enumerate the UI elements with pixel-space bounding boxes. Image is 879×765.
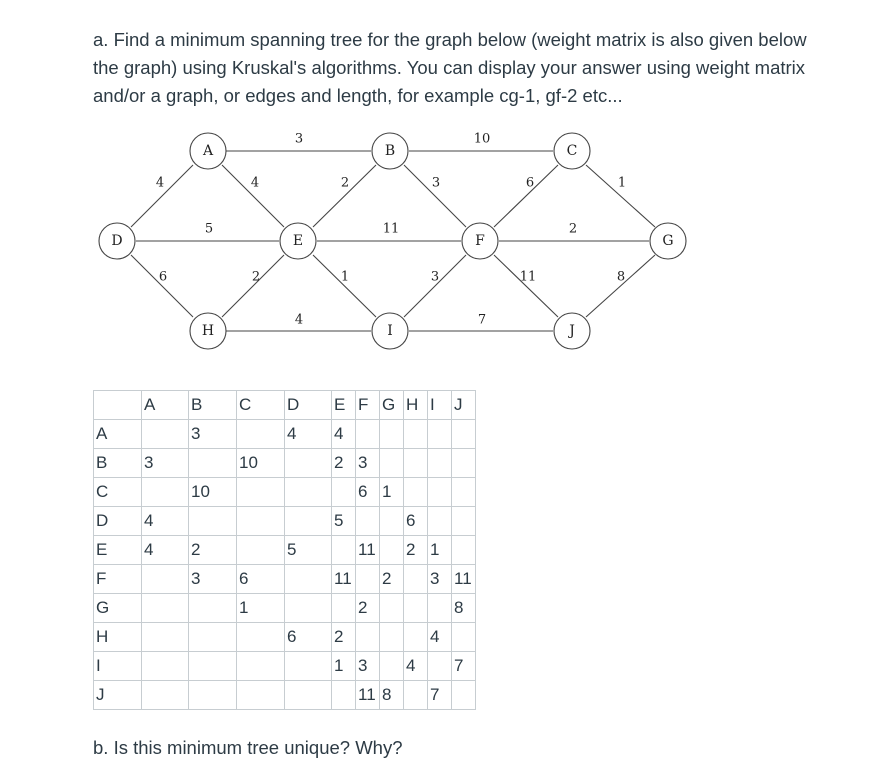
edge-e-h bbox=[222, 255, 284, 317]
matrix-cell: 10 bbox=[237, 449, 285, 478]
weight-label: 4 bbox=[155, 175, 165, 191]
matrix-corner-cell bbox=[94, 391, 142, 420]
matrix-cell bbox=[142, 565, 189, 594]
node-label: D bbox=[111, 233, 123, 249]
weight-label: 2 bbox=[251, 269, 261, 285]
matrix-cell: 7 bbox=[428, 681, 452, 710]
weight-label: 2 bbox=[568, 221, 578, 237]
matrix-cell: 11 bbox=[332, 565, 356, 594]
matrix-cell: 2 bbox=[404, 536, 428, 565]
matrix-cell bbox=[428, 449, 452, 478]
matrix-cell bbox=[428, 652, 452, 681]
weight-label: 3 bbox=[294, 131, 304, 147]
matrix-cell bbox=[142, 652, 189, 681]
weight-label: 1 bbox=[340, 269, 350, 285]
node-label: F bbox=[475, 233, 485, 249]
question-b-text: b. Is this minimum tree unique? Why? bbox=[93, 737, 403, 758]
matrix-cell: 6 bbox=[237, 565, 285, 594]
weight-label: 7 bbox=[477, 312, 487, 328]
matrix-cell bbox=[189, 652, 237, 681]
matrix-row-header: G bbox=[94, 594, 142, 623]
matrix-cell bbox=[285, 478, 332, 507]
edge-f-i bbox=[404, 255, 466, 317]
edge-c-g bbox=[586, 165, 655, 227]
edge-e-b bbox=[313, 165, 376, 227]
matrix-cell bbox=[356, 420, 380, 449]
matrix-cell: 5 bbox=[285, 536, 332, 565]
node-d bbox=[99, 223, 135, 259]
matrix-cell: 8 bbox=[380, 681, 404, 710]
graph-diagram bbox=[0, 0, 879, 380]
matrix-cell bbox=[237, 623, 285, 652]
matrix-cell bbox=[404, 420, 428, 449]
node-label: H bbox=[201, 323, 215, 339]
matrix-cell: 2 bbox=[189, 536, 237, 565]
weight-label: 2 bbox=[340, 175, 350, 191]
matrix-column-header: E bbox=[332, 391, 356, 420]
matrix-cell bbox=[285, 594, 332, 623]
node-b bbox=[372, 133, 408, 169]
node-c bbox=[554, 133, 590, 169]
matrix-cell: 6 bbox=[404, 507, 428, 536]
weight-label: 4 bbox=[294, 312, 304, 328]
weight-label: 5 bbox=[204, 221, 214, 237]
matrix-header-row bbox=[94, 391, 476, 420]
edge-a-e bbox=[222, 165, 284, 227]
matrix-cell: 1 bbox=[380, 478, 404, 507]
edge-e-i bbox=[313, 255, 376, 317]
matrix-cell bbox=[428, 507, 452, 536]
matrix-column-header: C bbox=[237, 391, 285, 420]
matrix-cell: 5 bbox=[332, 507, 356, 536]
matrix-cell bbox=[452, 681, 476, 710]
weight-matrix-table bbox=[93, 390, 476, 710]
graph-edges bbox=[131, 151, 655, 331]
matrix-column-header: H bbox=[404, 391, 428, 420]
matrix-cell bbox=[428, 420, 452, 449]
matrix-cell bbox=[189, 507, 237, 536]
weight-label: 3 bbox=[431, 175, 441, 191]
matrix-row-header: C bbox=[94, 478, 142, 507]
matrix-row-header: D bbox=[94, 507, 142, 536]
matrix-row bbox=[94, 478, 476, 507]
matrix-cell bbox=[404, 449, 428, 478]
node-label: I bbox=[387, 323, 393, 339]
matrix-cell bbox=[452, 420, 476, 449]
matrix-cell bbox=[332, 536, 356, 565]
matrix-cell bbox=[404, 478, 428, 507]
matrix-cell: 4 bbox=[285, 420, 332, 449]
matrix-cell bbox=[237, 652, 285, 681]
matrix-cell: 3 bbox=[189, 565, 237, 594]
matrix-row-header: A bbox=[94, 420, 142, 449]
matrix-row-header: E bbox=[94, 536, 142, 565]
matrix-cell: 1 bbox=[428, 536, 452, 565]
weight-label: 1 bbox=[617, 175, 627, 191]
node-h bbox=[190, 313, 226, 349]
matrix-cell bbox=[189, 681, 237, 710]
matrix-cell bbox=[404, 681, 428, 710]
edge-f-j bbox=[494, 255, 558, 317]
matrix-cell: 6 bbox=[285, 623, 332, 652]
matrix-cell: 4 bbox=[428, 623, 452, 652]
matrix-cell: 11 bbox=[356, 536, 380, 565]
matrix-cell bbox=[452, 536, 476, 565]
matrix-cell bbox=[285, 449, 332, 478]
matrix-cell bbox=[452, 623, 476, 652]
matrix-cell bbox=[356, 623, 380, 652]
matrix-row bbox=[94, 652, 476, 681]
matrix-cell bbox=[189, 623, 237, 652]
node-a bbox=[190, 133, 226, 169]
matrix-row-header: B bbox=[94, 449, 142, 478]
matrix-cell: 3 bbox=[142, 449, 189, 478]
matrix-row bbox=[94, 565, 476, 594]
matrix-row bbox=[94, 536, 476, 565]
matrix-cell: 10 bbox=[189, 478, 237, 507]
matrix-row bbox=[94, 449, 476, 478]
matrix-cell: 2 bbox=[356, 594, 380, 623]
matrix-cell bbox=[404, 565, 428, 594]
matrix-cell: 2 bbox=[380, 565, 404, 594]
matrix-column-header: D bbox=[285, 391, 332, 420]
matrix-row-header: J bbox=[94, 681, 142, 710]
matrix-cell: 4 bbox=[142, 507, 189, 536]
matrix-row bbox=[94, 681, 476, 710]
node-j bbox=[554, 313, 590, 349]
node-i bbox=[372, 313, 408, 349]
matrix-cell: 3 bbox=[189, 420, 237, 449]
matrix-column-header: F bbox=[356, 391, 380, 420]
matrix-row bbox=[94, 594, 476, 623]
node-label: J bbox=[569, 323, 575, 339]
matrix-cell bbox=[356, 507, 380, 536]
matrix-cell bbox=[142, 623, 189, 652]
matrix-cell bbox=[142, 478, 189, 507]
matrix-cell: 1 bbox=[332, 652, 356, 681]
matrix-column-header: G bbox=[380, 391, 404, 420]
matrix-cell: 11 bbox=[356, 681, 380, 710]
matrix-cell bbox=[237, 681, 285, 710]
matrix-row-header: H bbox=[94, 623, 142, 652]
matrix-cell bbox=[237, 478, 285, 507]
node-f bbox=[462, 223, 498, 259]
matrix-cell bbox=[237, 420, 285, 449]
matrix-cell bbox=[237, 536, 285, 565]
matrix-cell: 3 bbox=[428, 565, 452, 594]
question-a-text: a. Find a minimum spanning tree for the graph below (weight matrix is also given below the graph) using Kruskal's algorithms. You can display your answer using weight matrix and/or a graph, or edges and length, for example cg-1, gf-2 etc... bbox=[93, 29, 807, 106]
weight-label: 11 bbox=[519, 269, 537, 285]
edge-d-a bbox=[131, 165, 193, 227]
node-e bbox=[280, 223, 316, 259]
weight-label: 10 bbox=[473, 131, 491, 147]
matrix-cell bbox=[380, 536, 404, 565]
matrix-row-header: I bbox=[94, 652, 142, 681]
matrix-cell: 4 bbox=[142, 536, 189, 565]
matrix-cell bbox=[380, 449, 404, 478]
matrix-column-header: A bbox=[142, 391, 189, 420]
matrix-cell: 3 bbox=[356, 652, 380, 681]
matrix-cell bbox=[285, 652, 332, 681]
weight-label: 8 bbox=[616, 269, 626, 285]
matrix-cell: 4 bbox=[332, 420, 356, 449]
matrix-cell bbox=[404, 623, 428, 652]
matrix-row bbox=[94, 420, 476, 449]
matrix-cell bbox=[189, 449, 237, 478]
matrix-cell: 2 bbox=[332, 623, 356, 652]
weight-label: 6 bbox=[525, 175, 535, 191]
matrix-cell bbox=[380, 652, 404, 681]
weight-label: 6 bbox=[158, 269, 168, 285]
matrix-column-header: B bbox=[189, 391, 237, 420]
matrix-cell bbox=[142, 681, 189, 710]
node-label: G bbox=[662, 233, 674, 249]
matrix-cell bbox=[189, 594, 237, 623]
node-g bbox=[650, 223, 686, 259]
node-label: E bbox=[292, 233, 304, 249]
matrix-cell bbox=[452, 478, 476, 507]
matrix-cell: 6 bbox=[356, 478, 380, 507]
matrix-cell bbox=[285, 681, 332, 710]
matrix-row bbox=[94, 507, 476, 536]
weight-label: 11 bbox=[382, 221, 400, 237]
matrix-cell bbox=[237, 507, 285, 536]
matrix-cell bbox=[380, 507, 404, 536]
matrix-row bbox=[94, 623, 476, 652]
node-label: C bbox=[566, 143, 578, 159]
matrix-cell bbox=[428, 478, 452, 507]
matrix-cell: 8 bbox=[452, 594, 476, 623]
matrix-column-header: J bbox=[452, 391, 476, 420]
weight-label: 3 bbox=[430, 269, 440, 285]
edge-f-c bbox=[494, 165, 558, 227]
matrix-cell: 7 bbox=[452, 652, 476, 681]
matrix-cell bbox=[285, 565, 332, 594]
matrix-cell bbox=[332, 594, 356, 623]
matrix-cell bbox=[452, 507, 476, 536]
matrix-cell: 3 bbox=[356, 449, 380, 478]
matrix-cell bbox=[332, 681, 356, 710]
matrix-cell bbox=[285, 507, 332, 536]
matrix-cell bbox=[380, 623, 404, 652]
weight-label: 4 bbox=[250, 175, 260, 191]
matrix-row-header: F bbox=[94, 565, 142, 594]
matrix-cell bbox=[380, 420, 404, 449]
matrix-cell bbox=[404, 594, 428, 623]
matrix-column-header: I bbox=[428, 391, 452, 420]
matrix-cell: 2 bbox=[332, 449, 356, 478]
matrix-cell bbox=[142, 594, 189, 623]
matrix-cell: 1 bbox=[237, 594, 285, 623]
node-label: A bbox=[202, 143, 214, 159]
matrix-cell bbox=[142, 420, 189, 449]
matrix-cell bbox=[356, 565, 380, 594]
matrix-cell bbox=[332, 478, 356, 507]
edge-g-j bbox=[586, 255, 655, 317]
matrix-cell bbox=[428, 594, 452, 623]
matrix-cell bbox=[380, 594, 404, 623]
edge-d-h bbox=[131, 255, 193, 317]
matrix-cell: 11 bbox=[452, 565, 476, 594]
matrix-cell: 4 bbox=[404, 652, 428, 681]
edge-b-f bbox=[404, 165, 466, 227]
node-label: B bbox=[384, 143, 396, 159]
matrix-cell bbox=[452, 449, 476, 478]
